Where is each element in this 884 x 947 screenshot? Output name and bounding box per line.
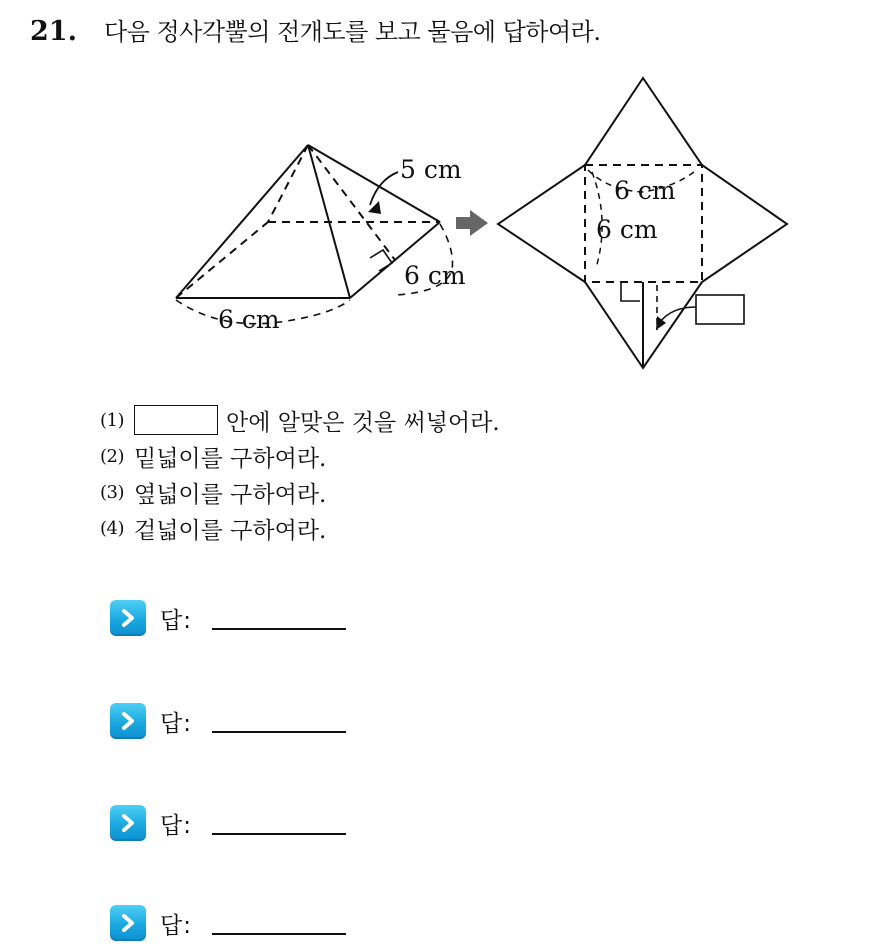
answer-input-line[interactable] [212,933,346,935]
answer-row-4 [110,903,192,943]
answer-label: 답: [160,912,192,939]
sub-question-text: 겉넓이를 구하여라. [134,517,327,544]
answer-input-line[interactable] [212,731,346,733]
answer-box [134,405,218,435]
net-label-6cm-side: 6 cm [596,215,658,244]
sub-question-number: (3) [100,481,124,503]
chevron-right-icon [110,905,146,941]
figure [0,0,884,400]
answer-row-2 [110,701,192,741]
label-5cm: 5 cm [400,155,462,184]
sub-question-3 [100,474,500,510]
label-6cm-bottom: 6 cm [218,305,280,334]
sub-question-text: 밑넓이를 구하여라. [134,445,327,472]
label-6cm-right: 6 cm [404,261,466,290]
question-text: 다음 정사각뿔의 전개도를 보고 물음에 답하여라. [104,18,601,46]
sub-question-text: 안에 알맞은 것을 써넣어라. [226,409,500,436]
sub-question-number: (4) [100,517,124,539]
net-label-6cm-top: 6 cm [614,176,676,205]
chevron-right-icon [110,703,146,739]
chevron-right-icon [110,805,146,841]
answer-row-3 [110,803,192,843]
arrow-right-icon [456,210,488,236]
sub-question-1 [100,402,500,438]
answer-input-line[interactable] [212,628,346,630]
answer-label: 답: [160,710,192,737]
answer-row-1 [110,598,192,638]
answer-label: 답: [160,607,192,634]
answer-input-line[interactable] [212,833,346,835]
sub-question-number: (1) [100,409,124,431]
question-number: 21. [30,16,77,47]
sub-question-2 [100,438,500,474]
sub-question-number: (2) [100,445,124,467]
chevron-right-icon [110,600,146,636]
sub-question-list [100,402,500,546]
sub-question-4 [100,510,500,546]
answer-label: 답: [160,812,192,839]
sub-question-text: 옆넓이를 구하여라. [134,481,327,508]
